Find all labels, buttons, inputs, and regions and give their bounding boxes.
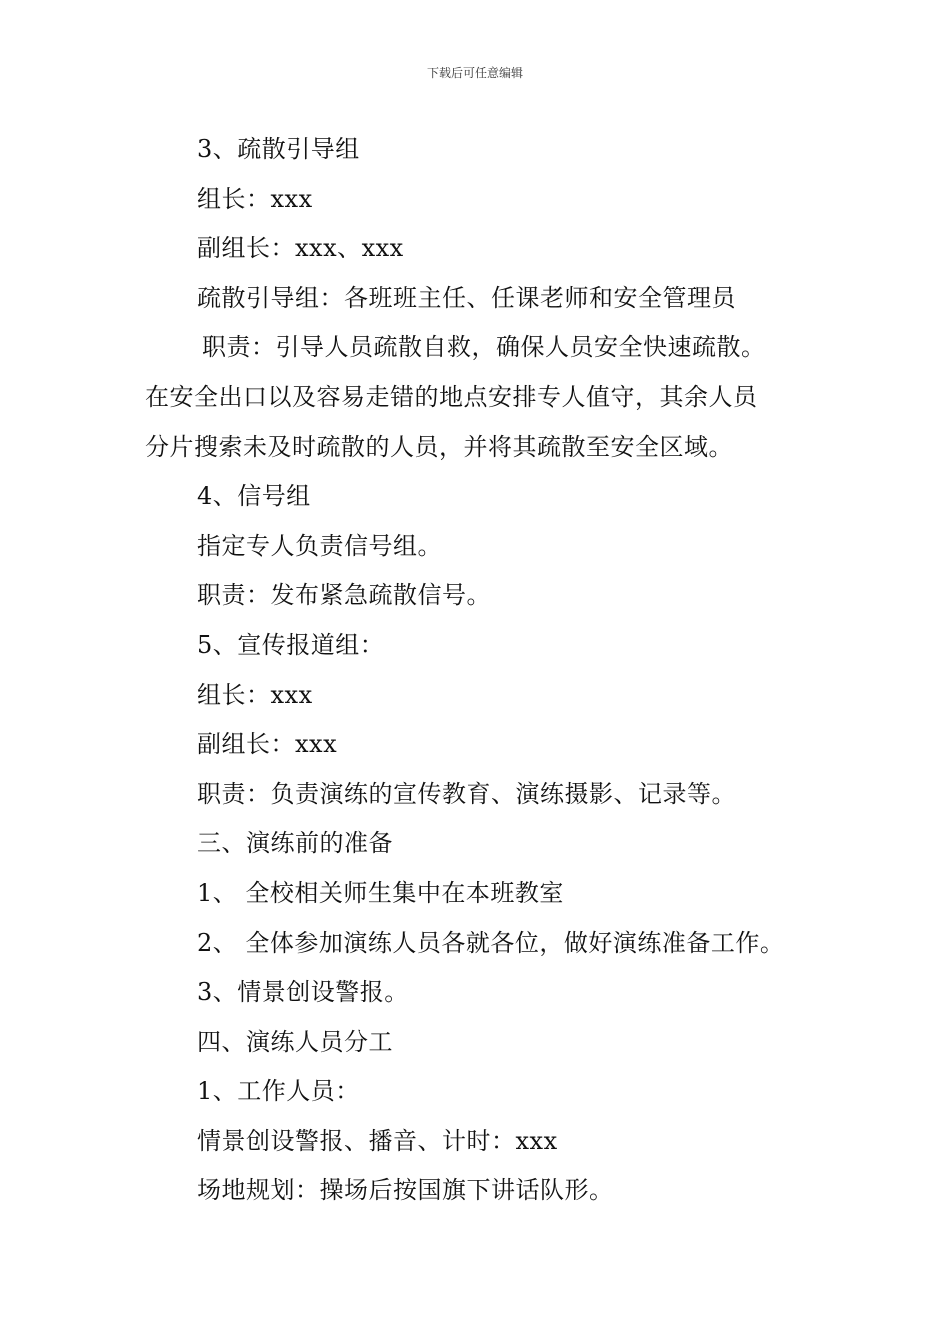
section-heading-staff-division: 四、演练人员分工 (197, 1027, 393, 1056)
page-header-note: 下载后可任意编辑 (426, 66, 523, 80)
list-item-preparation-1: 1、 全校相关师生集中在本班教室 (197, 878, 564, 907)
list-item-preparation-2: 2、 全体参加演练人员各就各位，做好演练准备工作。 (197, 928, 785, 957)
text-line-alarm-broadcast-timing: 情景创设警报、播音、计时：xxx (197, 1126, 558, 1155)
text-line-duties-continued: 在安全出口以及容易走错的地点安排专人值守，其余人员 (145, 382, 758, 411)
text-line-duties-start: 职责：引导人员疏散自救，确保人员安全快速疏散。 (202, 333, 766, 362)
section-heading-publicity-group: 5、宣传报道组： (197, 630, 385, 659)
text-line-deputy-leader: 副组长：xxx、xxx (197, 234, 404, 263)
text-line-publicity-deputy: 副组长：xxx (197, 730, 338, 759)
section-heading-signal-group: 4、信号组 (197, 482, 311, 511)
section-heading-preparation: 三、演练前的准备 (197, 829, 393, 858)
text-line-signal-duties: 职责：发布紧急疏散信号。 (197, 581, 491, 610)
text-line-site-planning: 场地规划：操场后按国旗下讲话队形。 (197, 1176, 614, 1205)
section-heading-evacuation-group: 3、疏散引导组 (197, 135, 360, 163)
text-line-duties-end: 分片搜索未及时疏散的人员，并将其疏散至安全区域。 (145, 432, 733, 461)
text-line-leader: 组长：xxx (197, 184, 313, 213)
text-line-evacuation-members: 疏散引导组：各班班主任、任课老师和安全管理员 (197, 283, 736, 312)
text-line-staff: 1、工作人员： (197, 1077, 360, 1106)
document-body (145, 125, 815, 1216)
text-line-signal-assignment: 指定专人负责信号组。 (197, 531, 442, 560)
text-line-publicity-duties: 职责：负责演练的宣传教育、演练摄影、记录等。 (197, 779, 736, 808)
list-item-preparation-3: 3、情景创设警报。 (197, 978, 409, 1007)
text-line-publicity-leader: 组长：xxx (197, 680, 313, 709)
